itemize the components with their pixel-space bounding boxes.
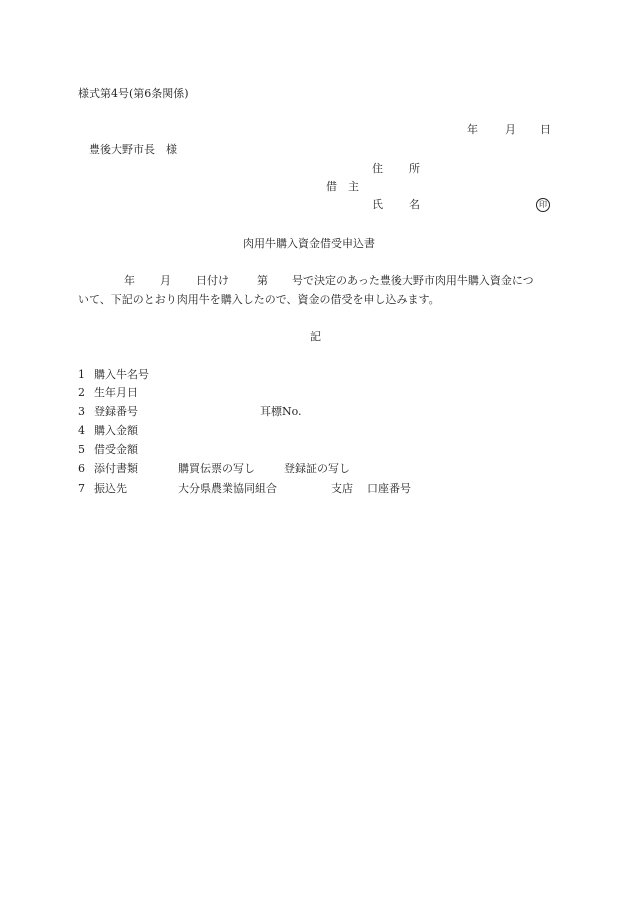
item-label: 振込先 [94, 482, 127, 495]
item-number: 7 [78, 482, 85, 495]
body-year: 年 [124, 274, 135, 287]
name-label-char-1: 氏 [372, 198, 383, 211]
item-label: 借受金額 [94, 443, 138, 456]
body-line2: いて、下記のとおり肉用牛を購入したので、資金の借受を申し込みます。 [78, 293, 440, 306]
addressee: 豊後大野市長 様 [89, 143, 177, 156]
item-number: 3 [78, 405, 85, 418]
borrower-label-char-1: 借 [326, 180, 337, 193]
item-number: 6 [78, 462, 85, 475]
date-month-label: 月 [505, 123, 516, 136]
borrower-label-char-2: 主 [348, 180, 359, 193]
address-label-char-2: 所 [409, 162, 420, 175]
document-title: 肉用牛購入資金借受申込書 [243, 237, 375, 250]
item-label: 購入牛名号 [94, 368, 149, 381]
item-number: 2 [78, 386, 85, 399]
item-number: 5 [78, 443, 85, 456]
name-label-char-2: 名 [409, 198, 420, 211]
body-month: 月 [160, 274, 171, 287]
attachment-registration: 登録証の写し [284, 462, 350, 475]
item-label: 添付書類 [94, 462, 138, 475]
item-label: 購入金額 [94, 424, 138, 437]
body-line1-rest: 号で決定のあった豊後大野市肉用牛購入資金につ [292, 274, 534, 287]
attachment-purchase-slip: 購買伝票の写し [178, 462, 255, 475]
item-label: 登録番号 [94, 405, 138, 418]
ear-tag-label: 耳標No. [260, 405, 302, 418]
item-number: 4 [78, 424, 85, 437]
date-day-label: 日 [540, 123, 551, 136]
seal-char: 印 [536, 198, 550, 212]
seal-mark [536, 198, 550, 212]
date-year-label: 年 [467, 123, 478, 136]
form-id: 様式第4号(第6条関係) [78, 87, 189, 100]
body-dated: 日付け [196, 274, 229, 287]
account-number-label: 口座番号 [367, 482, 411, 495]
branch-label: 支店 [331, 482, 353, 495]
record-heading: 記 [310, 330, 321, 343]
item-number: 1 [78, 368, 85, 381]
item-label: 生年月日 [94, 386, 138, 399]
bank-name: 大分県農業協同組合 [178, 482, 277, 495]
address-label-char-1: 住 [372, 162, 383, 175]
body-no-prefix: 第 [257, 274, 268, 287]
